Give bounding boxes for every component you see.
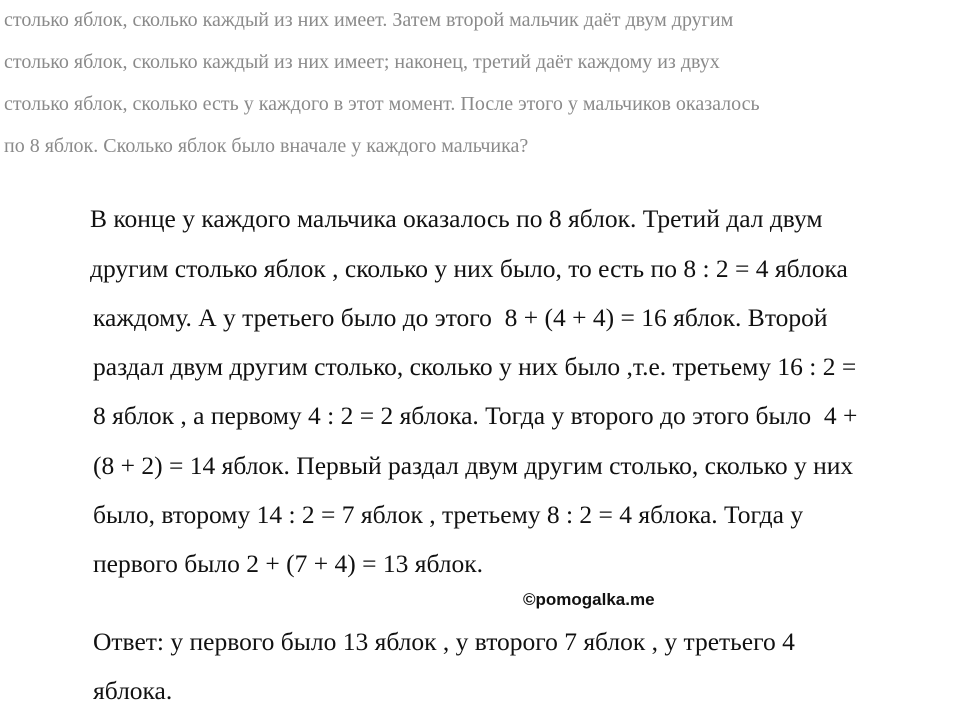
task-line: по 8 яблок. Сколько яблок было вначале у каждого мальчика? xyxy=(4,135,529,157)
solution-line: первого было 2 + (7 + 4) = 13 яблок. xyxy=(93,549,484,578)
solution-line: раздал двум другим столько, сколько у них было ,т.е. третьему 16 : 2 = xyxy=(93,352,857,381)
solution-line: каждому. А у третьего было до этого 8 + (4 + 4) = 16 яблок. Второй xyxy=(93,303,828,332)
task-line: столько яблок, сколько каждый из них имеет. Затем второй мальчик даёт двум другим xyxy=(4,9,734,31)
task-line: столько яблок, сколько есть у каждого в этот момент. После этого у мальчиков оказалось xyxy=(4,93,760,115)
solution-line: 8 яблок , а первому 4 : 2 = 2 яблока. Тогда у второго до этого было 4 + xyxy=(93,401,858,430)
solution-line: другим столько яблок , сколько у них было, то есть по 8 : 2 = 4 яблока xyxy=(90,254,848,283)
solution-line: (8 + 2) = 14 яблок. Первый раздал двум другим столько, сколько у них xyxy=(93,451,854,480)
answer-line: яблока. xyxy=(93,676,173,705)
watermark: ©pomogalka.me xyxy=(523,590,655,609)
task-line: столько яблок, сколько каждый из них имеет; наконец, третий даёт каждому из двух xyxy=(4,51,720,73)
solution-line: было, второму 14 : 2 = 7 яблок , третьему 8 : 2 = 4 яблока. Тогда у xyxy=(93,500,804,529)
solution-line: В конце у каждого мальчика оказалось по 8 яблок. Третий дал двум xyxy=(90,204,823,233)
answer-line: Ответ: у первого было 13 яблок , у второго 7 яблок , у третьего 4 xyxy=(93,627,795,656)
